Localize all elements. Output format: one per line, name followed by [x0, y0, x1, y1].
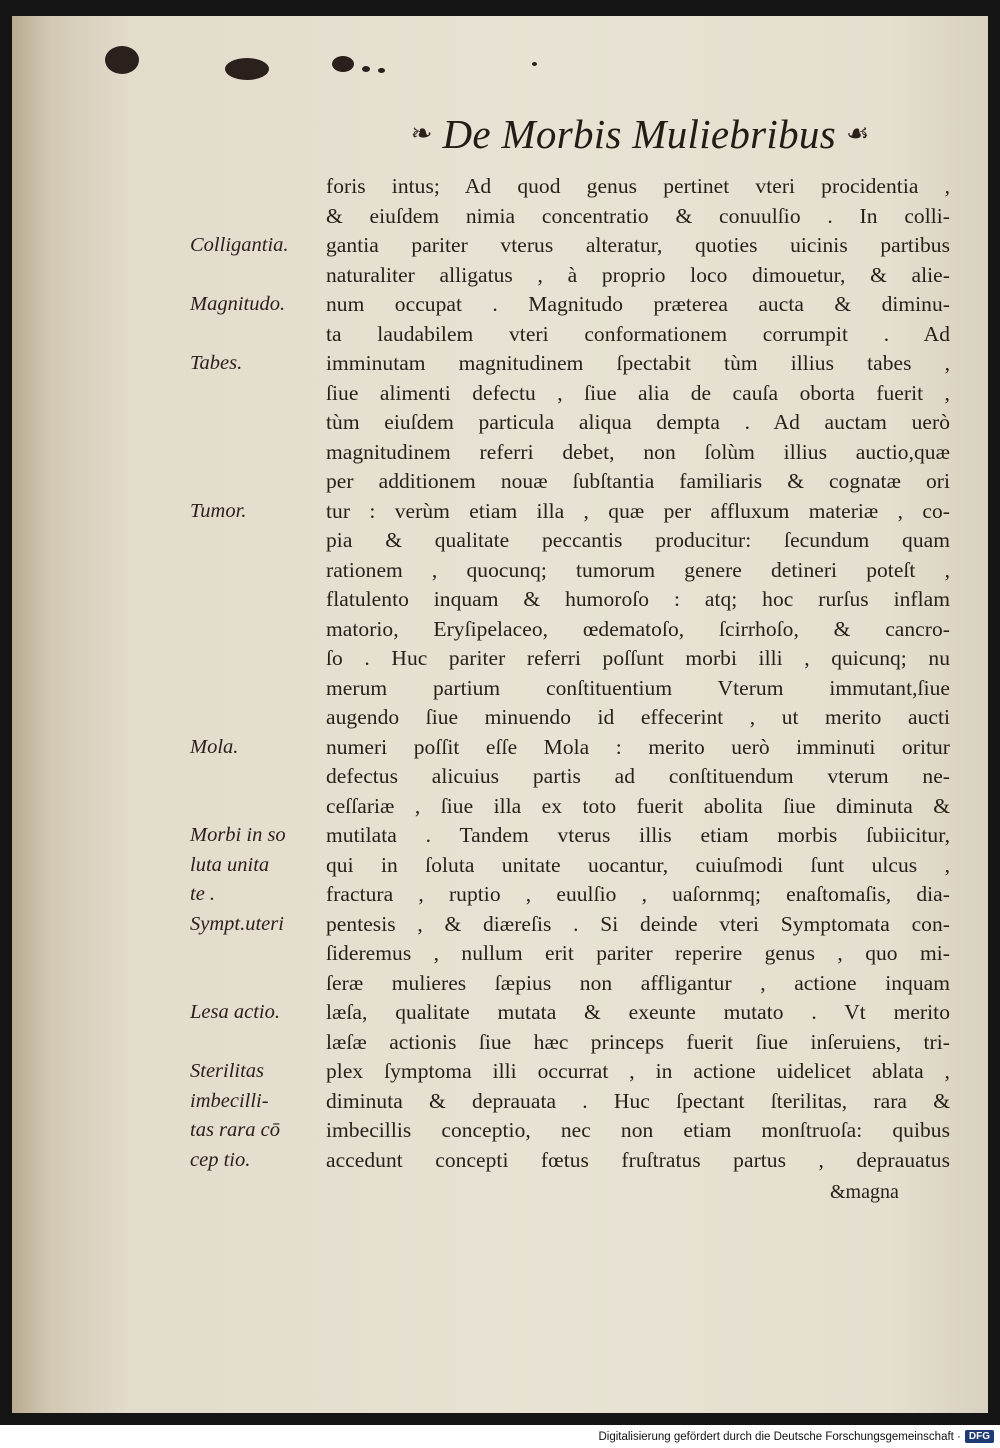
text-line: diminuta & deprauata . Huc ſpectant ſterilitas, rara &: [326, 1088, 950, 1113]
margin-note: tas rara cō: [190, 1119, 280, 1141]
text-line: ſideremus , nullum erit pariter reperire genus , quo mi-: [326, 941, 950, 965]
body-text: [326, 172, 950, 1175]
footer-credit: Digitalisierung gefördert durch die Deutsche Forschungsgemeinschaft ·: [598, 1430, 961, 1443]
text-line: ceſſariæ , ſiue illa ex toto fuerit abolita ſiue diminuta &: [326, 793, 950, 818]
text-line: naturaliter alligatus , à proprio loco dimouetur, & alie-: [326, 262, 950, 287]
text-line: qui in ſoluta unitate uocantur, cuiuſmodi ſunt ulcus ,: [326, 852, 950, 877]
ink-stain: [362, 66, 370, 72]
dfg-logo: DFG: [965, 1430, 994, 1443]
ink-stain: [332, 56, 354, 72]
right-ornament-icon: ☙: [845, 119, 870, 148]
text-line: ſiue alimenti defectu , ſiue alia de cauſa oborta fuerit ,: [326, 380, 950, 405]
text-line: tùm eiuſdem particula aliqua dempta . Ad auctam uerò: [326, 410, 950, 434]
margin-note: luta unita: [190, 853, 270, 876]
text-line: pentesis , & diæreſis . Si deinde vteri Symptomata con-: [326, 911, 950, 936]
footer-bar: [0, 1425, 1000, 1448]
margin-note: Colligantia.: [190, 234, 289, 256]
text-line: merum partium conſtituentium Vterum immutant,ſiue: [326, 675, 950, 700]
ink-stain: [105, 46, 139, 74]
text-line: imminutam magnitudinem ſpectabit tùm illius tabes ,: [326, 351, 950, 375]
margin-note: Tumor.: [190, 499, 247, 522]
text-line: numeri poſſit eſſe Mola : merito uerò imminuti oritur: [326, 734, 950, 759]
text-line: pia & qualitate peccantis producitur: ſecundum quam: [326, 528, 950, 552]
margin-note: Magnitudo.: [190, 293, 286, 315]
margin-note: Morbi in so: [190, 824, 286, 846]
text-line: plex ſymptoma illi occurrat , in actione uidelicet ablata ,: [326, 1059, 950, 1083]
ink-stain: [225, 58, 269, 80]
left-ornament-icon: ❧: [410, 119, 433, 148]
margin-note: Sympt.uteri: [190, 912, 284, 935]
text-line: accedunt concepti fœtus fruſtratus partus , deprauatus: [326, 1147, 950, 1172]
margin-note: Tabes.: [190, 352, 243, 374]
text-line: & eiuſdem nimia concentratio & conuulſio . In colli-: [326, 203, 950, 228]
text-line: magnitudinem referri debet, non ſolùm illius auctio,quæ: [326, 439, 950, 464]
text-line: ſo . Huc pariter referri poſſunt morbi illi , quicunq; nu: [326, 646, 950, 670]
catchword: &magna: [830, 1181, 899, 1203]
text-line: læſæ actionis ſiue hæc princeps fuerit ſiue inſeruiens, tri-: [326, 1029, 950, 1054]
margin-note: Lesa actio.: [190, 1001, 280, 1023]
text-line: tur : verùm etiam illa , quæ per affluxum materiæ , co-: [326, 498, 950, 523]
text-line: per additionem nouæ ſubſtantia familiaris & cognatæ ori: [326, 469, 950, 493]
margin-note: te .: [190, 883, 216, 905]
running-header: [360, 108, 920, 160]
text-line: ſeræ mulieres ſæpius non affligantur , actione inquam: [326, 970, 950, 995]
margin-note: Mola.: [190, 735, 239, 758]
text-line: defectus alicuius partis ad conſtituendum vterum ne-: [326, 764, 950, 788]
ink-stain: [378, 68, 385, 73]
text-line: fractura , ruptio , euulſio , uaſornmq; enaſtomaſis, dia-: [326, 882, 950, 906]
margin-note: imbecilli-: [190, 1089, 269, 1112]
text-line: imbecillis conceptio, nec non etiam monſtruoſa: quibus: [326, 1118, 950, 1142]
text-line: foris intus; Ad quod genus pertinet vteri procidentia ,: [326, 174, 950, 198]
margin-note: cep tio.: [190, 1148, 251, 1171]
text-line: læſa, qualitate mutata & exeunte mutato . Vt merito: [326, 1000, 950, 1024]
text-line: num occupat . Magnitudo præterea aucta & diminu-: [326, 292, 950, 316]
text-line: augendo ſiue minuendo id effecerint , ut merito aucti: [326, 705, 950, 729]
text-line: flatulento inquam & humoroſo : atq; hoc rurſus inflam: [326, 587, 950, 611]
text-line: gantia pariter vterus alteratur, quoties uicinis partibus: [326, 233, 950, 257]
text-line: matorio, Eryſipelaceo, œdematoſo, ſcirrhoſo, & cancro-: [326, 616, 950, 641]
page-title: De Morbis Muliebribus: [442, 111, 836, 157]
ink-stain: [532, 62, 537, 66]
text-line: mutilata . Tandem vterus illis etiam morbis ſubiicitur,: [326, 823, 950, 847]
text-line: rationem , quocunq; tumorum genere detineri poteſt ,: [326, 557, 950, 582]
margin-note: Sterilitas: [190, 1060, 265, 1082]
text-line: ta laudabilem vteri conformationem corrumpit . Ad: [326, 321, 950, 346]
